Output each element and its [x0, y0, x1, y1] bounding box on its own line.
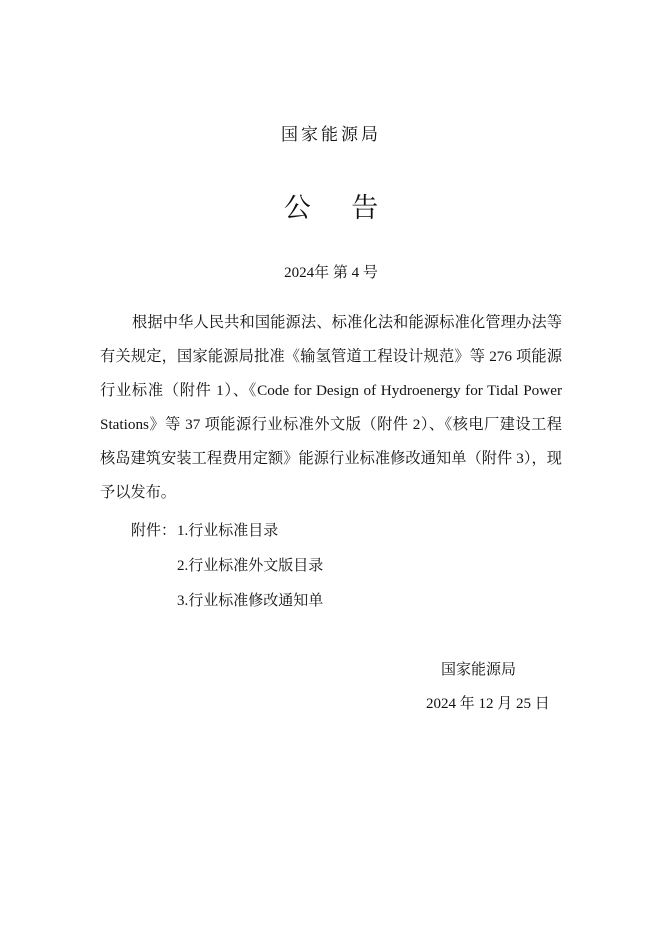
attachment-item: 3.行业标准修改通知单	[177, 593, 324, 609]
attachment-item: 2.行业标准外文版目录	[177, 558, 324, 574]
attachment-row	[131, 514, 323, 549]
notice-title: 公 告	[283, 193, 395, 224]
agency-heading: 国家能源局	[281, 125, 381, 145]
attachment-row	[131, 549, 323, 584]
body-paragraph: 根据中华人民共和国能源法、标准化法和能源标准化管理办法等有关规定，国家能源局批准《输氢管道工程设计规范》等 276 项能源行业标准（附件 1）、《Code for Design of Hydroenergy for Tidal Power Stations》等 37 项能源行业标准外文版（附件 2）、《核电厂建设工程核岛建筑安装工程费用定额》能源行业标准修改通知单（附件 3），现予以发布。	[100, 314, 562, 501]
attachment-item: 1.行业标准目录	[177, 523, 279, 539]
attachments-list	[131, 514, 323, 619]
attachment-row	[131, 584, 323, 619]
document-number: 2024年 第 4 号	[284, 265, 378, 281]
issue-date: 2024 年 12 月 25 日	[426, 696, 550, 712]
signer: 国家能源局	[441, 662, 517, 678]
attachments-label: 附件：	[131, 523, 177, 539]
